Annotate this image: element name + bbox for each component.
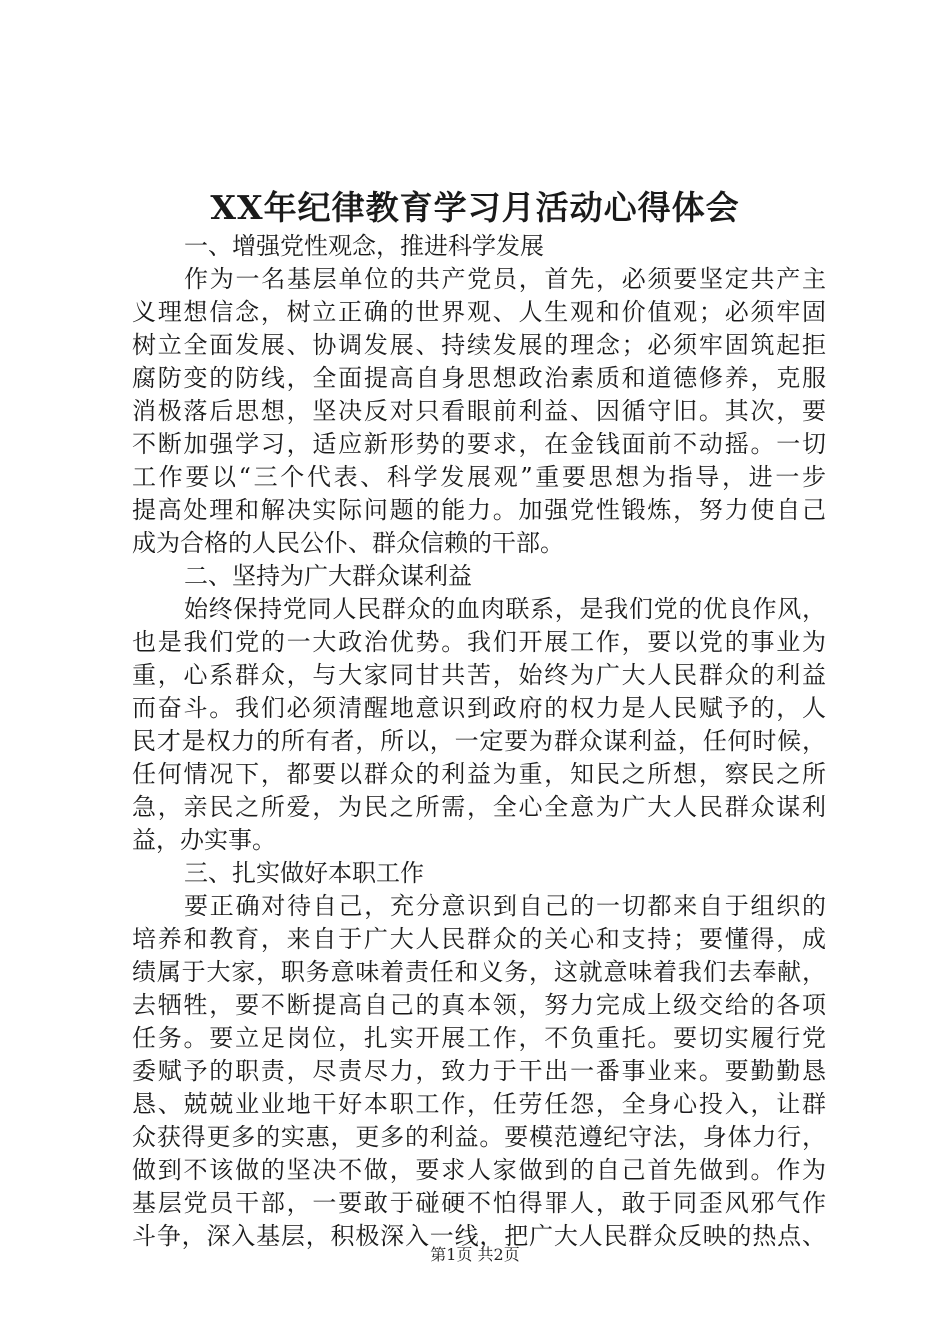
paragraph-line: 绩属于大家，职务意味着责任和义务，这就意味着我们去奉献， [132, 958, 826, 986]
paragraph-line: 重，心系群众，与大家同甘共苦，始终为广大人民群众的利益 [132, 661, 826, 689]
section-heading: 三、扎实做好本职工作 [184, 859, 424, 887]
paragraph-line: 委赋予的职责，尽责尽力，致力于干出一番事业来。要勤勤恳 [132, 1057, 826, 1085]
paragraph-line: 始终保持党同人民群众的血肉联系，是我们党的优良作风， [184, 595, 826, 623]
paragraph-line: 腐防变的防线，全面提高自身思想政治素质和道德修养，克服 [132, 364, 826, 392]
paragraph-line: 基层党员干部，一要敢于碰硬不怕得罪人，敢于同歪风邪气作 [132, 1189, 826, 1217]
paragraph-line: 树立全面发展、协调发展、持续发展的理念；必须牢固筑起拒 [132, 331, 826, 359]
paragraph-line: 提高处理和解决实际问题的能力。加强党性锻炼，努力使自己 [132, 496, 826, 524]
section-heading: 二、坚持为广大群众谋利益 [184, 562, 472, 590]
document-title: XX年纪律教育学习月活动心得体会 [210, 188, 740, 227]
paragraph-line: 工作要以“三个代表、科学发展观”重要思想为指导，进一步 [132, 463, 826, 491]
paragraph-line: 做到不该做的坚决不做，要求人家做到的自己首先做到。作为 [132, 1156, 826, 1184]
paragraph-line: 不断加强学习，适应新形势的要求，在金钱面前不动摇。一切 [132, 430, 826, 458]
paragraph-line: 成为合格的人民公仆、群众信赖的干部。 [132, 529, 564, 557]
paragraph-line: 民才是权力的所有者，所以，一定要为群众谋利益，任何时候， [132, 727, 826, 755]
paragraph-line: 而奋斗。我们必须清醒地意识到政府的权力是人民赋予的，人 [132, 694, 826, 722]
document-body [132, 230, 826, 1253]
paragraph-line: 义理想信念，树立正确的世界观、人生观和价值观；必须牢固 [132, 298, 826, 326]
paragraph-line: 消极落后思想，坚决反对只看眼前利益、因循守旧。其次，要 [132, 397, 826, 425]
paragraph-line: 培养和教育，来自于广大人民群众的关心和支持；要懂得，成 [132, 925, 826, 953]
paragraph-line: 任何情况下，都要以群众的利益为重，知民之所想，察民之所 [132, 760, 826, 788]
paragraph-line: 作为一名基层单位的共产党员，首先，必须要坚定共产主 [184, 265, 826, 293]
paragraph-line: 要正确对待自己，充分意识到自己的一切都来自于组织的 [184, 892, 826, 920]
page-footer: 第1页 共2页 [430, 1245, 520, 1264]
paragraph-line: 去牺牲，要不断提高自己的真本领，努力完成上级交给的各项 [132, 991, 826, 1019]
section-heading: 一、增强党性观念，推进科学发展 [184, 232, 544, 260]
paragraph-line: 任务。要立足岗位，扎实开展工作，不负重托。要切实履行党 [132, 1024, 826, 1052]
paragraph-line: 急，亲民之所爱，为民之所需，全心全意为广大人民群众谋利 [132, 793, 826, 821]
paragraph-line: 益，办实事。 [132, 826, 276, 854]
paragraph-line: 众获得更多的实惠，更多的利益。要模范遵纪守法，身体力行， [132, 1123, 826, 1151]
paragraph-line: 恳、兢兢业业地干好本职工作，任劳任怨，全身心投入，让群 [132, 1090, 826, 1118]
paragraph-line: 也是我们党的一大政治优势。我们开展工作，要以党的事业为 [132, 628, 826, 656]
paragraph-line: 斗争，深入基层，积极深入一线，把广大人民群众反映的热点、 [132, 1222, 826, 1250]
